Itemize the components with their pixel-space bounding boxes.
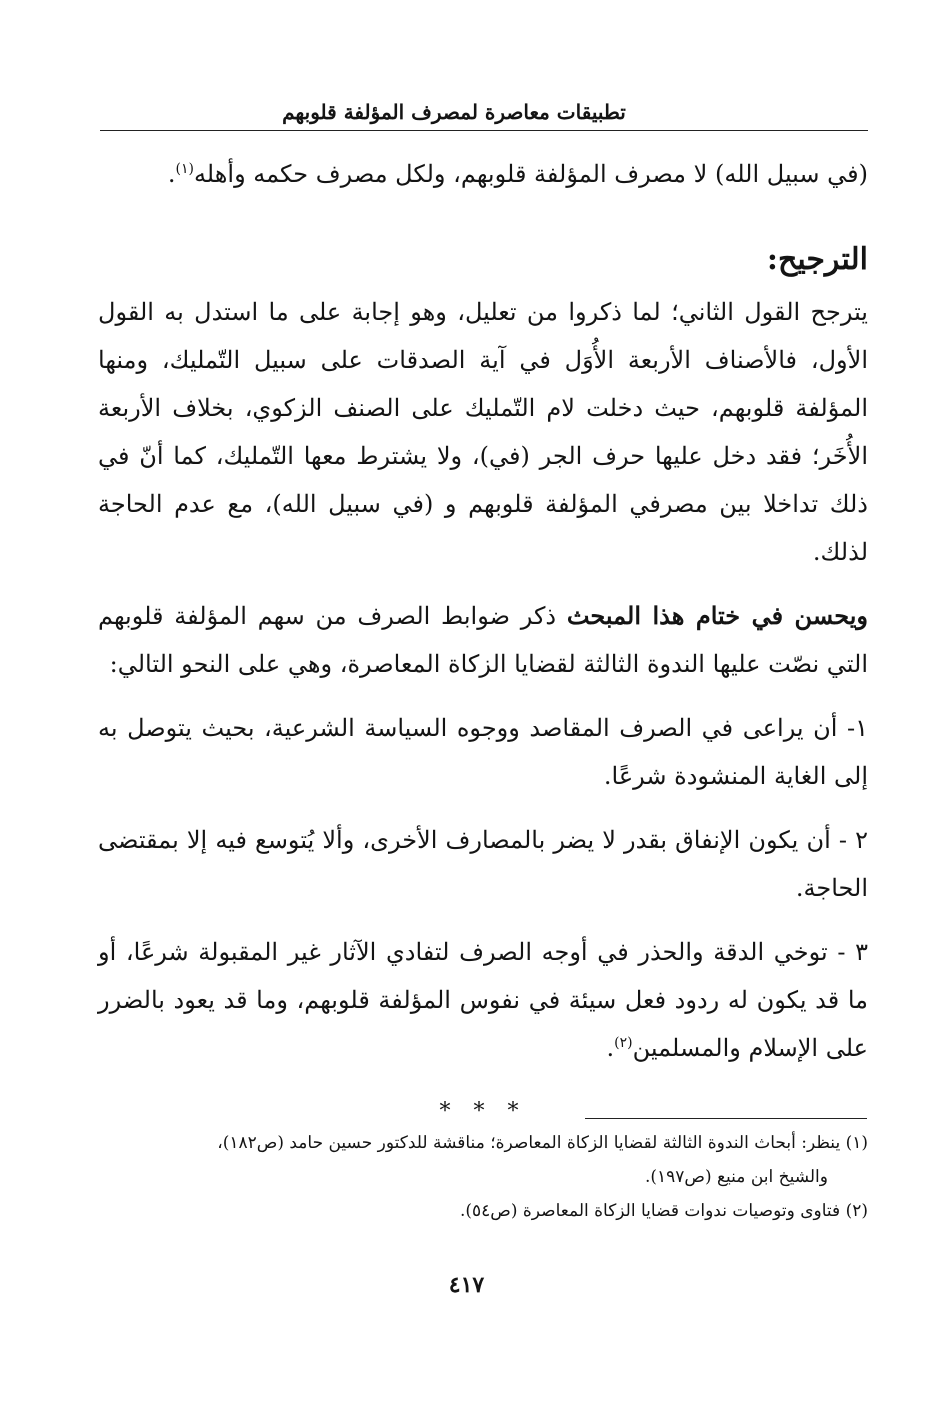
page-number: ٤١٧ <box>448 1272 485 1298</box>
footnotes <box>90 1126 868 1228</box>
paragraph-lead-bold: ويحسن في ختام هذا المبحث <box>566 601 868 630</box>
paragraph-preference: يترجح القول الثاني؛ لما ذكروا من تعليل، وهو إجابة على ما استدل به القول الأول، فالأصناف الأربعة الأُوَل في آية الصدقات على سبيل التّمليك، ومنها المؤلفة قلوبهم، حيث دخلت لام التّمليك على الصنف الزكوي، بخلاف الأربعة الأُخَر؛ فقد دخل عليها حرف الجر (في)، ولا يشترط معها التّمليك، كما أنّ في ذلك تداخلا بين مصرفي المؤلفة قلوبهم و (في سبيل الله)، مع عدم الحاجة لذلك. <box>98 298 868 566</box>
continuation-text: (في سبيل الله) لا مصرف المؤلفة قلوبهم، ولكل مصرف حكمه وأهله <box>193 160 868 188</box>
list-item-condition-2: ٢ - أن يكون الإنفاق بقدر لا يضر بالمصارف الأخرى، وألا يُتوسع فيه إلا بمقتضى الحاجة. <box>98 826 869 902</box>
list-item-condition-3 <box>98 928 868 1072</box>
condition-3-text: ٣ - توخي الدقة والحذر في أوجه الصرف لتفادي الآثار غير المقبولة شرعًا، أو ما قد يكون له ردود فعل سيئة في نفوس المؤلفة قلوبهم، وما قد يعود بالضرر على الإسلام والمسلمين <box>98 938 868 1062</box>
footnote-divider <box>585 1118 867 1119</box>
paragraph-conditions-intro <box>98 592 868 688</box>
section-separator: * * * <box>439 1099 527 1124</box>
paragraph-lead-rest: ذكر ضوابط الصرف من سهم المؤلفة قلوبهم التي نصّت عليها الندوة الثالثة لقضايا الزكاة المعاصرة، وهي على النحو التالي: <box>98 602 868 678</box>
condition-3-end: . <box>606 1034 615 1062</box>
continuation-end: . <box>167 160 176 188</box>
footnote-2: (٢) فتاوى وتوصيات ندوات قضايا الزكاة المعاصرة (ص٥٤). <box>459 1201 868 1221</box>
body-text <box>98 150 868 1136</box>
footnote-ref-2[interactable]: (٢) <box>614 1035 633 1051</box>
section-heading: الترجيح: <box>766 242 868 277</box>
footnote-ref-1[interactable]: (١) <box>175 161 194 177</box>
continuation-paragraph <box>98 150 868 198</box>
running-header <box>100 100 868 131</box>
footnote-1-line-1: (١) ينظر: أبحاث الندوة الثالثة لقضايا الزكاة المعاصرة؛ مناقشة للدكتور حسين حامد (ص١٨٢)، <box>217 1133 868 1153</box>
list-item-condition-1: ١- أن يراعى في الصرف المقاصد ووجوه السياسة الشرعية، بحيث يتوصل به إلى الغاية المنشودة شرعًا. <box>98 714 869 790</box>
running-header-title: تطبيقات معاصرة لمصرف المؤلفة قلوبهم <box>282 100 626 124</box>
footnote-1-line-2: والشيخ ابن منيع (ص١٩٧). <box>644 1167 828 1187</box>
